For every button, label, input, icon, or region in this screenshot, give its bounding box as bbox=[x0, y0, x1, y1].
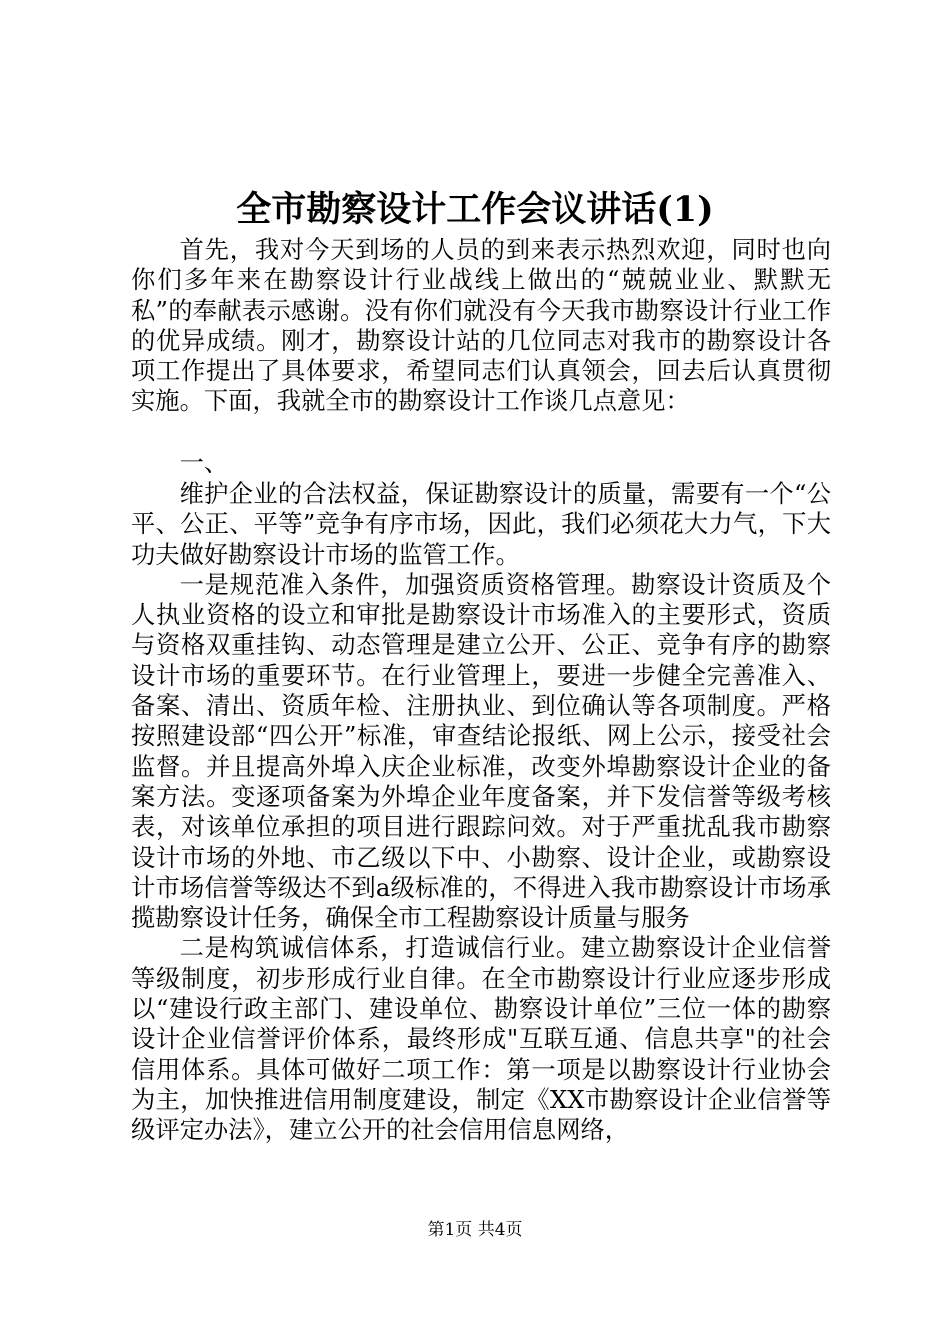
paragraph-credit-system: 二是构筑诚信体系，打造诚信行业。建立勘察设计企业信誉等级制度，初步形成行业自律。在全市勘察设计行业应逐步形成以“建设行政主部门、建设单位、勘察设计单位”三位一体的勘察设计企业信誉评价体系，最终形成"互联互通、信息共享"的社会信用体系。具体可做好二项工作：第一项是以勘察设计行业协会为主，加快推进信用制度建设，制定《XX市勘察设计企业信誉等级评定办法》，建立公开的社会信用信息网络， bbox=[131, 933, 831, 1145]
paragraph-block-3 bbox=[131, 479, 831, 1146]
section-heading-one: 一、 bbox=[179, 448, 229, 477]
document-title: 全市勘察设计工作会议讲话(1) bbox=[236, 189, 714, 230]
paragraph-intro: 首先，我对今天到场的人员的到来表示热烈欢迎，同时也向你们多年来在勘察设计行业战线上做出的“兢兢业业、默默无私”的奉献表示感谢。没有你们就没有今天我市勘察设计行业工作的优异成绩。刚才，勘察设计站的几位同志对我市的勘察设计各项工作提出了具体要求，希望同志们认真领会，回去后认真贯彻实施。下面，我就全市的勘察设计工作谈几点意见： bbox=[131, 235, 831, 416]
paragraph-access-conditions: 一是规范准入条件，加强资质资格管理。勘察设计资质及个人执业资格的设立和审批是勘察设计市场准入的主要形式，资质与资格双重挂钩、动态管理是建立公开、公正、竞争有序的勘察设计市场的重要环节。在行业管理上，要进一步健全完善准入、备案、清出、资质年检、注册执业、到位确认等各项制度。严格按照建设部“四公开”标准，审查结论报纸、网上公示，接受社会监督。并且提高外埠入庆企业标准，改变外埠勘察设计企业的备案方法。变逐项备案为外埠企业年度备案，并下发信誉等级考核表，对该单位承担的项目进行跟踪问效。对于严重扰乱我市勘察设计市场的外地、市乙级以下中、小勘察、设计企业，或勘察设计市场信誉等级达不到a级标准的，不得进入我市勘察设计市场承揽勘察设计任务，确保全市工程勘察设计质量与服务 bbox=[131, 569, 831, 933]
paragraph-block-1 bbox=[131, 235, 831, 417]
page-footer: 第1页 共4页 bbox=[427, 1220, 523, 1240]
paragraph-block-2 bbox=[131, 448, 831, 478]
paragraph-market-supervision: 维护企业的合法权益，保证勘察设计的质量，需要有一个“公平、公正、平等”竞争有序市场，因此，我们必须花大力气，下大功夫做好勘察设计市场的监管工作。 bbox=[131, 479, 831, 569]
